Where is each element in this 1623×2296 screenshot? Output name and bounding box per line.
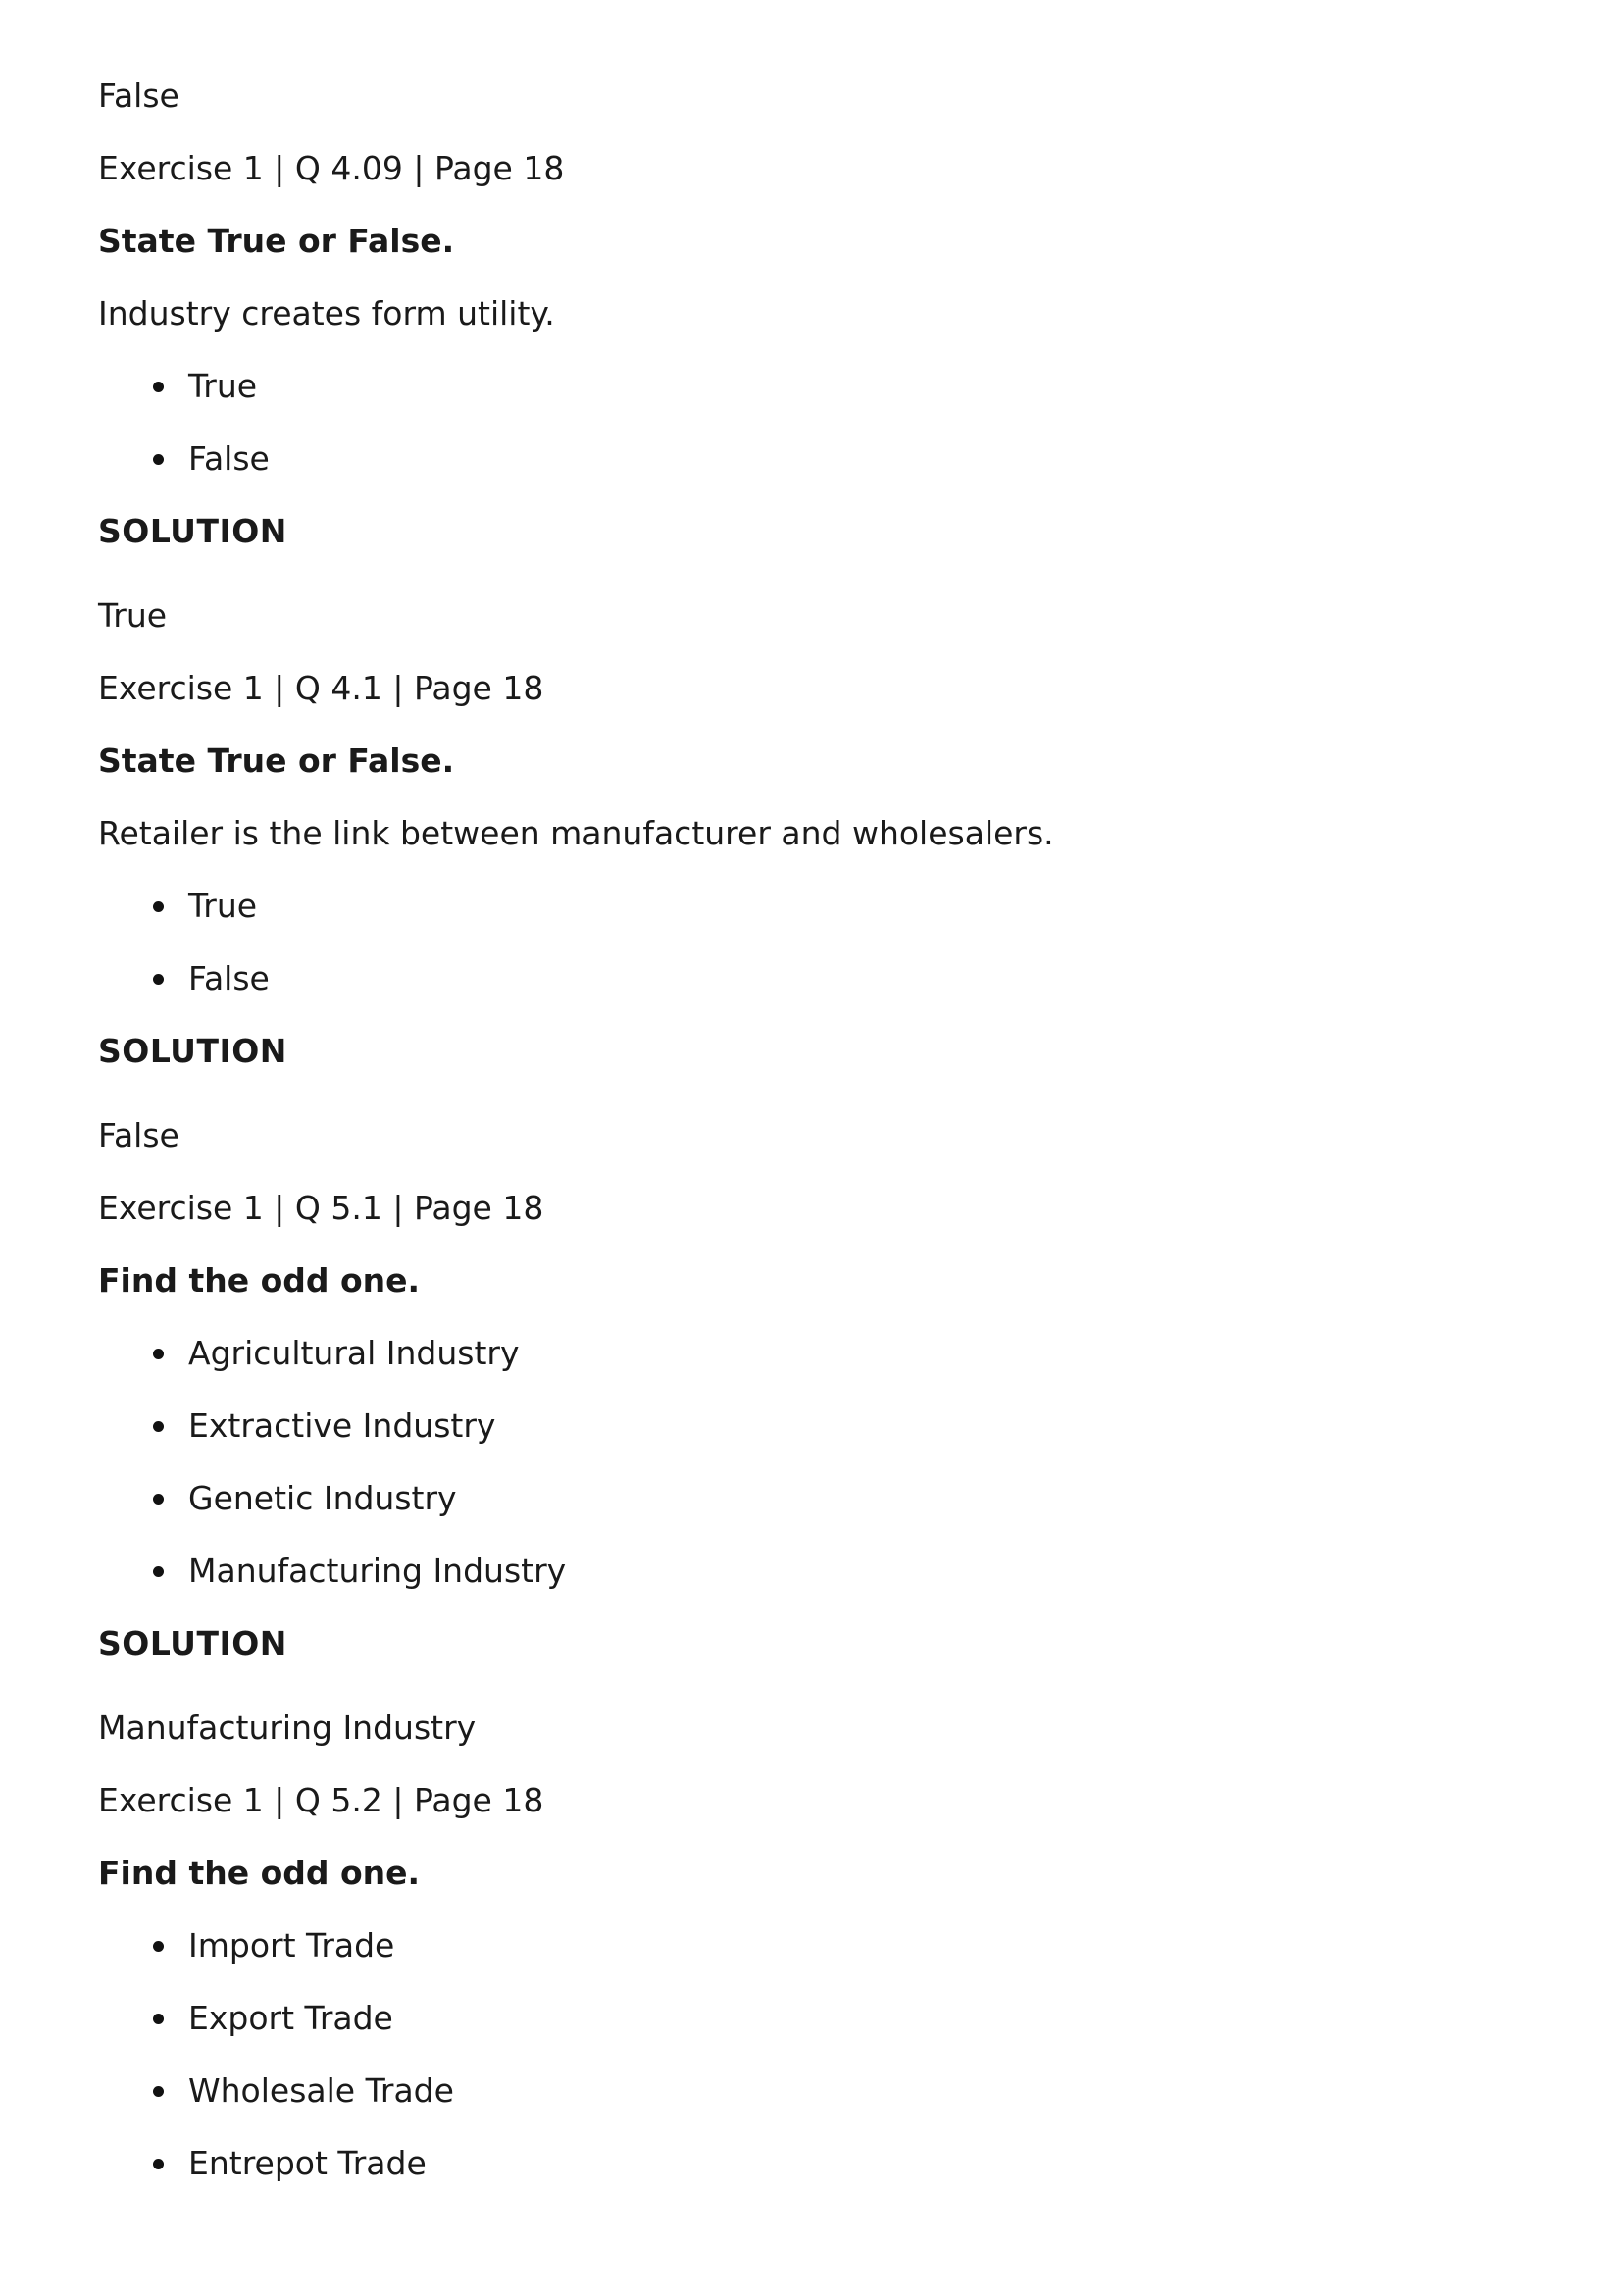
option-list [98, 367, 1530, 479]
bullet-icon [153, 1941, 164, 1952]
solution-answer: False [98, 1116, 179, 1154]
solution-heading: SOLUTION [98, 1032, 287, 1070]
option-list [98, 1334, 1530, 1591]
option-label: False [188, 439, 270, 478]
bullet-icon [153, 1494, 164, 1505]
bullet-icon [153, 1349, 164, 1359]
option-label: Genetic Industry [188, 1479, 457, 1517]
option-label: True [188, 887, 258, 925]
option-item [98, 1406, 1530, 1446]
question-title: Find the odd one. [98, 1854, 421, 1892]
option-label: True [188, 367, 258, 405]
option-label: Entrepot Trade [188, 2144, 427, 2182]
bullet-icon [153, 901, 164, 912]
option-list [98, 1926, 1530, 2183]
question-title: State True or False. [98, 222, 455, 260]
question-title: Find the odd one. [98, 1261, 421, 1300]
question-block [98, 149, 1530, 636]
question-block [98, 1189, 1530, 1748]
bullet-icon [153, 974, 164, 985]
bullet-icon [153, 2086, 164, 2097]
question-statement: Retailer is the link between manufacturer and wholesalers. [98, 814, 1054, 852]
option-label: Agricultural Industry [188, 1334, 520, 1372]
bullet-icon [153, 454, 164, 465]
option-label: Manufacturing Industry [188, 1552, 567, 1590]
question-block [98, 669, 1530, 1155]
option-item [98, 959, 1530, 998]
bullet-icon [153, 1421, 164, 1432]
option-item [98, 1926, 1530, 1965]
option-label: Import Trade [188, 1926, 395, 1964]
question-title: State True or False. [98, 741, 455, 780]
question-reference: Exercise 1 | Q 5.1 | Page 18 [98, 1189, 544, 1227]
question-reference: Exercise 1 | Q 4.1 | Page 18 [98, 669, 544, 707]
question-statement: Industry creates form utility. [98, 294, 555, 332]
option-item [98, 2071, 1530, 2111]
bullet-icon [153, 1566, 164, 1577]
previous-solution-answer: False [98, 77, 179, 115]
option-label: Export Trade [188, 1999, 393, 2037]
bullet-icon [153, 382, 164, 392]
option-item [98, 367, 1530, 406]
option-item [98, 1334, 1530, 1373]
question-block [98, 1781, 1530, 2183]
bullet-icon [153, 2159, 164, 2169]
document-page [98, 77, 1530, 2217]
option-item [98, 1999, 1530, 2038]
question-reference: Exercise 1 | Q 4.09 | Page 18 [98, 149, 565, 187]
option-label: Wholesale Trade [188, 2071, 454, 2110]
option-label: False [188, 959, 270, 997]
solution-answer: True [98, 596, 168, 635]
option-item [98, 2144, 1530, 2183]
solution-heading: SOLUTION [98, 1624, 287, 1662]
option-item [98, 1479, 1530, 1518]
option-label: Extractive Industry [188, 1406, 496, 1445]
option-list [98, 887, 1530, 998]
bullet-icon [153, 2014, 164, 2024]
option-item [98, 1552, 1530, 1591]
option-item [98, 439, 1530, 479]
question-reference: Exercise 1 | Q 5.2 | Page 18 [98, 1781, 544, 1819]
solution-heading: SOLUTION [98, 512, 287, 550]
option-item [98, 887, 1530, 926]
solution-answer: Manufacturing Industry [98, 1709, 477, 1747]
